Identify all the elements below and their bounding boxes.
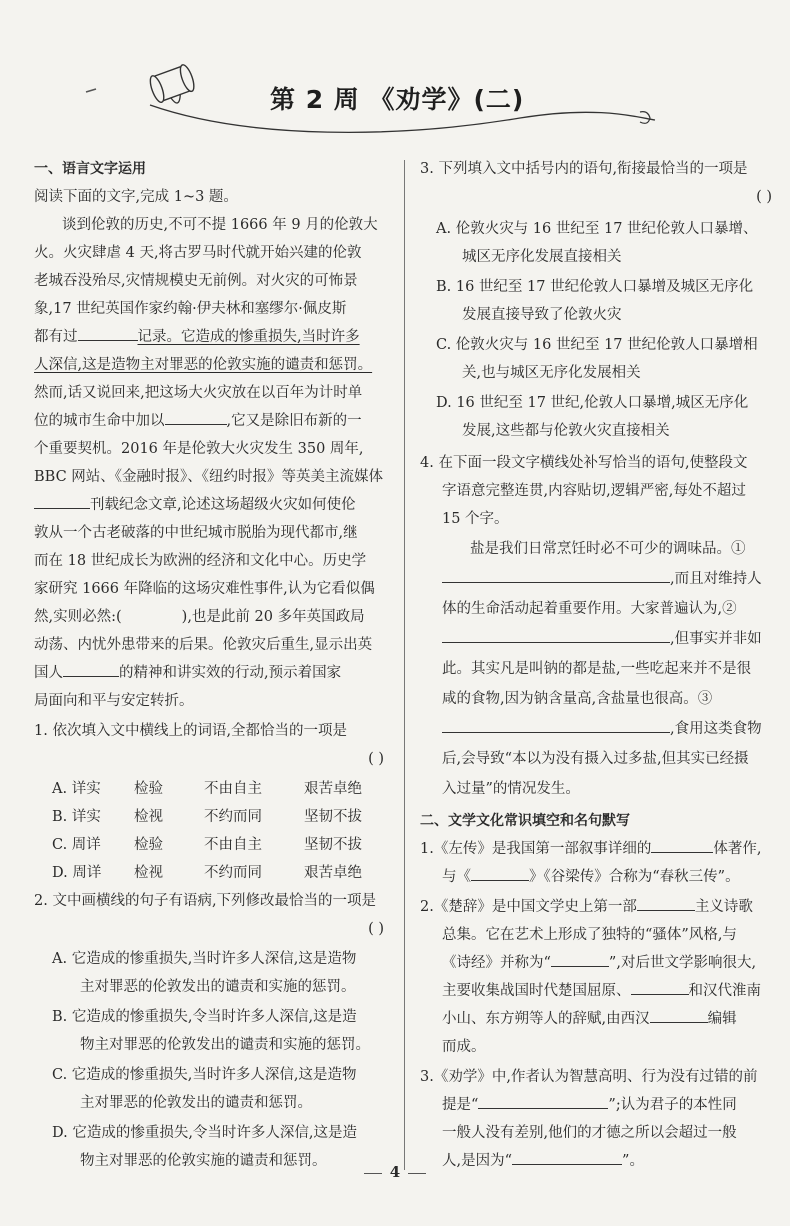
question-stem: 3. 下列填入文中括号内的语句,衔接最恰当的一项是 (420, 161, 748, 177)
passage-line (442, 630, 780, 648)
passage-line: 象,17 世纪英国作家约翰·伊夫林和塞缪尔·佩皮斯 (34, 301, 347, 317)
underlined-sentence: 记录。它造成的惨重损失,当时许多 (137, 329, 360, 345)
passage-text: 的精神和讲实效的行动,预示着国家 (119, 665, 342, 681)
passage-line: 然而,话又说回来,把这场大火灾放在以百年为计时单 (34, 385, 363, 401)
passage-text: ,但事实并非如 (670, 631, 762, 647)
question-text: 提是“ (442, 1097, 479, 1113)
passage-line (34, 608, 392, 626)
passage-line: 个重要契机。2016 年是伦敦大火灾发生 350 周年, (34, 441, 364, 457)
option-cell: B. 详实 (52, 809, 101, 825)
answer-blank-2[interactable] (442, 630, 670, 643)
passage-line (34, 412, 392, 430)
answer-bracket[interactable]: ( ) (368, 751, 384, 767)
option-text: 主对罪恶的伦敦发出的谴责和实施的惩罚。 (80, 979, 356, 995)
option-b[interactable] (52, 808, 392, 826)
question-line (442, 1096, 780, 1114)
option-text: B. 它造成的惨重损失,令当时许多人深信,这是造 (52, 1009, 357, 1025)
option-d[interactable] (52, 864, 392, 882)
passage-line (442, 570, 780, 588)
option-cell: 检验 (134, 781, 163, 797)
question-line (442, 982, 780, 1000)
option-text: 发展,这些都与伦敦火灾直接相关 (462, 423, 670, 439)
passage-text: 然,实则必然:( (34, 609, 122, 625)
passage-text: ),也是此前 20 多年英国政局 (181, 609, 365, 625)
fill-blank[interactable] (34, 496, 90, 509)
question-text: 编辑 (707, 1011, 737, 1027)
option-text: 主对罪恶的伦敦发出的谴责和惩罚。 (80, 1095, 312, 1111)
passage-line: 谈到伦敦的历史,不可不提 1666 年 9 月的伦敦大 (62, 217, 378, 233)
question-text: 体著作, (713, 841, 762, 857)
fill-blank[interactable] (478, 1096, 608, 1109)
option-text: 关,也与城区无序化发展相关 (462, 365, 641, 381)
passage-text: 刊载纪念文章,论述这场超级火灾如何使伦 (90, 497, 356, 513)
fill-blank[interactable] (631, 982, 689, 995)
fill-blank[interactable] (63, 664, 119, 677)
option-cell: 检验 (134, 837, 163, 853)
scroll-icon (148, 63, 199, 109)
passage-text: ,它又是除旧布新的一 (226, 413, 362, 429)
fill-blank[interactable] (471, 868, 529, 881)
page-footer (0, 1163, 790, 1181)
option-cell: 坚韧不拔 (304, 837, 362, 853)
section-intro: 阅读下面的文字,完成 1~3 题。 (34, 189, 238, 205)
fill-blank[interactable] (637, 898, 695, 911)
footer-dash (364, 1173, 382, 1174)
passage-text: ,而且对维持人 (670, 571, 762, 587)
passage-line (34, 328, 392, 346)
header-decoration (0, 0, 790, 150)
section-heading: 二、文学文化常识填空和名句默写 (420, 813, 630, 829)
passage-text: ,食用这类食物 (670, 721, 762, 737)
passage-line: 火。火灾肆虐 4 天,将古罗马时代就开始兴建的伦敦 (34, 245, 362, 261)
question-text: 和汉代淮南 (688, 983, 761, 999)
question-text: ”;认为君子的本性同 (608, 1097, 737, 1113)
passage-line: 后,会导致“本以为没有摄入过多盐,但其实已经摄 (442, 751, 749, 767)
question-text: 人,是因为“ (442, 1153, 513, 1169)
answer-blank-1[interactable] (442, 570, 670, 583)
passage-line: 盐是我们日常烹饪时必不可少的调味品。① (470, 541, 746, 557)
column-divider (404, 160, 405, 1170)
passage-text: 国人 (34, 665, 63, 681)
option-cell: 检视 (134, 809, 163, 825)
option-cell: 不由自主 (204, 781, 262, 797)
option-cell: C. 周详 (52, 837, 101, 853)
question-line: 3.《劝学》中,作者认为智慧高明、行为没有过错的前 (420, 1069, 758, 1085)
option-cell: D. 周详 (52, 865, 102, 881)
question-line (442, 868, 780, 886)
question-stem: 1. 依次填入文中横线上的词语,全都恰当的一项是 (34, 723, 348, 739)
question-text: 》《谷梁传》合称为“春秋三传”。 (529, 869, 740, 885)
question-stem: 4. 在下面一段文字横线处补写恰当的语句,使整段文 (420, 455, 748, 471)
footer-dash (408, 1173, 426, 1174)
question-stem: 15 个字。 (442, 511, 509, 527)
question-line (420, 840, 780, 858)
option-cell: 艰苦卓绝 (304, 781, 362, 797)
question-text: 1.《左传》是我国第一部叙事详细的 (420, 841, 652, 857)
question-stem: 2. 文中画横线的句子有语病,下列修改最恰当的一项是 (34, 893, 377, 909)
passage-text: 位的城市生命中加以 (34, 413, 165, 429)
option-text: C. 伦敦火灾与 16 世纪至 17 世纪伦敦人口暴增相 (436, 337, 758, 353)
passage-line (34, 664, 392, 682)
question-text: ”。 (622, 1153, 644, 1169)
fill-blank[interactable] (650, 1010, 708, 1023)
option-text: D. 它造成的惨重损失,令当时许多人深信,这是造 (52, 1125, 358, 1141)
option-text: A. 伦敦火灾与 16 世纪至 17 世纪伦敦人口暴增、 (436, 221, 758, 237)
option-text: 发展直接导致了伦敦火灾 (462, 307, 622, 323)
option-cell: 不约而同 (204, 809, 262, 825)
question-line (442, 954, 780, 972)
option-text: 城区无序化发展直接相关 (462, 249, 622, 265)
option-cell: 不约而同 (204, 865, 262, 881)
option-text: C. 它造成的惨重损失,当时许多人深信,这是造物 (52, 1067, 357, 1083)
answer-bracket[interactable]: ( ) (368, 921, 384, 937)
passage-line: BBC 网站、《金融时报》、《纽约时报》等英美主流媒体 (34, 469, 384, 485)
passage-line: 入过量”的情况发生。 (442, 781, 580, 797)
question-text: 小山、东方朔等人的辞赋,由西汉 (442, 1011, 650, 1027)
option-cell: 不由自主 (204, 837, 262, 853)
option-a[interactable] (52, 780, 392, 798)
question-text: 主要收集战国时代楚国屈原、 (442, 983, 631, 999)
option-c[interactable] (52, 836, 392, 854)
page-number: 4 (389, 1163, 401, 1181)
question-text: 《诗经》并称为“ (442, 955, 551, 971)
passage-line: 而在 18 世纪成长为欧洲的经济和文化中心。历史学 (34, 553, 367, 569)
question-stem: 字语意完整连贯,内容贴切,逻辑严密,每处不超过 (442, 483, 746, 499)
question-text: 2.《楚辞》是中国文学史上第一部 (420, 899, 637, 915)
question-line: 一般人没有差别,他们的才德之所以会超过一般 (442, 1125, 737, 1141)
option-text: 物主对罪恶的伦敦实施的谴责和惩罚。 (80, 1153, 327, 1169)
passage-line: 此。其实凡是叫钠的都是盐,一些吃起来并不是很 (442, 661, 752, 677)
question-line: 总集。它在艺术上形成了独特的“骚体”风格,与 (442, 927, 737, 943)
passage-line: 家研究 1666 年降临的这场灾难性事件,认为它看似偶 (34, 581, 375, 597)
passage-line (442, 720, 780, 738)
question-line: 而成。 (442, 1039, 486, 1055)
option-cell: 坚韧不拔 (304, 809, 362, 825)
page-header (0, 0, 790, 150)
option-text: 物主对罪恶的伦敦发出的谴责和实施的惩罚。 (80, 1037, 370, 1053)
section-heading: 一、语言文字运用 (34, 161, 146, 177)
passage-text: 都有过 (34, 329, 78, 345)
page-title: 第 2 周 《劝学》(二) (270, 85, 525, 114)
option-text: D. 16 世纪至 17 世纪,伦敦人口暴增,城区无序化 (436, 395, 749, 411)
answer-bracket[interactable]: ( ) (756, 189, 772, 205)
fill-blank[interactable] (78, 328, 138, 341)
question-line (442, 1010, 780, 1028)
fill-blank[interactable] (165, 412, 227, 425)
fill-blank[interactable] (551, 954, 609, 967)
answer-blank-3[interactable] (442, 720, 670, 733)
passage-line: 局面向和平与安定转折。 (34, 693, 194, 709)
passage-line: 咸的食物,因为钠含量高,含盐量也很高。③ (442, 691, 713, 707)
fill-blank[interactable] (651, 840, 713, 853)
underlined-sentence: 人深信,这是造物主对罪恶的伦敦实施的谴责和惩罚。 (34, 357, 373, 373)
option-cell: 艰苦卓绝 (304, 865, 362, 881)
option-text: B. 16 世纪至 17 世纪伦敦人口暴增及城区无序化 (436, 279, 754, 295)
question-line (420, 898, 780, 916)
passage-line (34, 496, 392, 514)
question-text: 主义诗歌 (694, 899, 753, 915)
option-text: A. 它造成的惨重损失,当时许多人深信,这是造物 (52, 951, 357, 967)
passage-line: 体的生命活动起着重要作用。大家普遍认为,② (442, 601, 737, 617)
passage-line: 老城吞没殆尽,灾情规模史无前例。对火灾的可怖景 (34, 273, 358, 289)
passage-line: 敦从一个古老破落的中世纪城市脱胎为现代都市,继 (34, 525, 358, 541)
question-text: 与《 (442, 869, 471, 885)
option-cell: A. 详实 (52, 781, 101, 797)
question-text: ”,对后世文学影响很大, (608, 955, 757, 971)
passage-line: 动荡、内忧外患带来的后果。伦敦灾后重生,显示出英 (34, 637, 373, 653)
option-cell: 检视 (134, 865, 163, 881)
